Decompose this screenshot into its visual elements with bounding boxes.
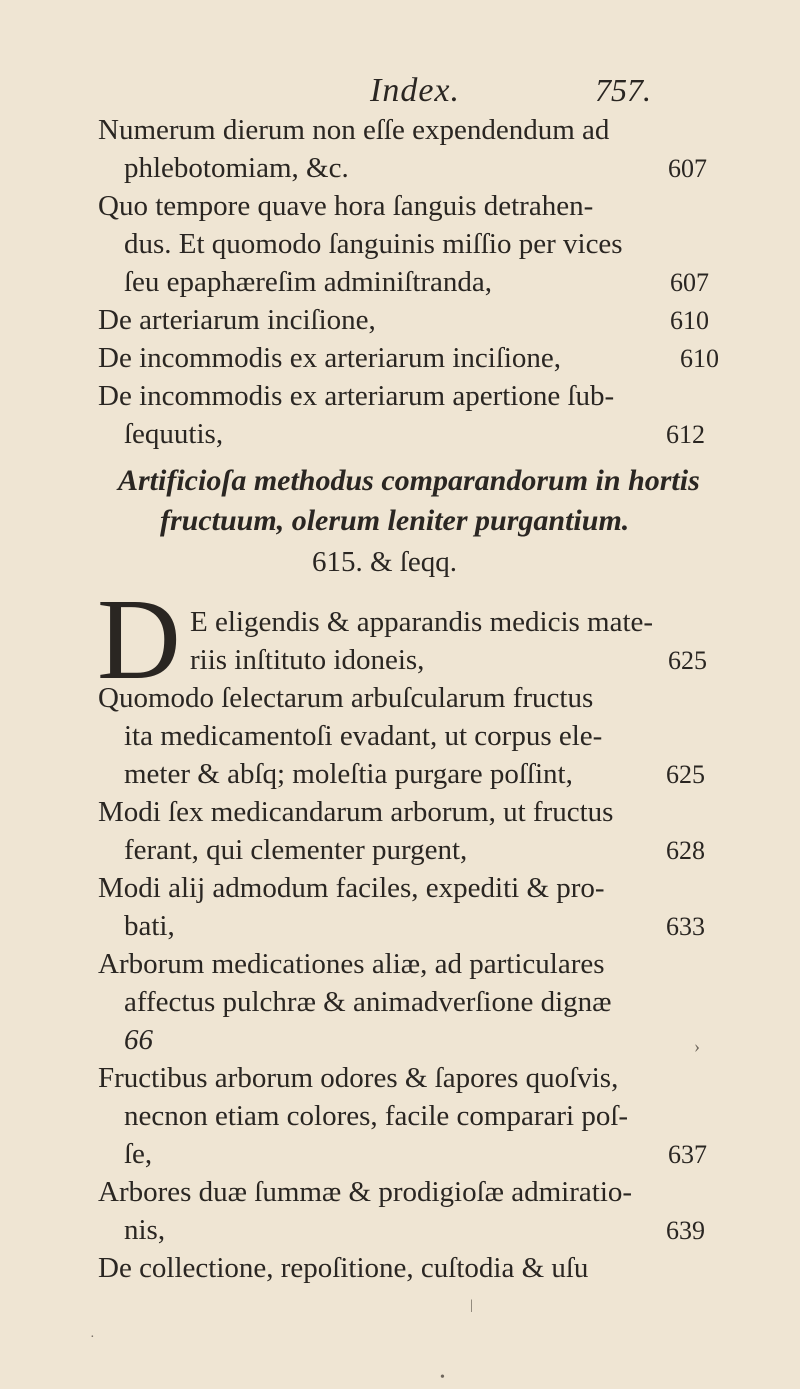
entry-line: Arbores duæ ſummæ & prodigioſæ admiratio- <box>98 1176 633 1208</box>
running-header <box>0 72 800 112</box>
paper-speck: · <box>90 1330 95 1345</box>
paper-speck: | <box>470 1298 473 1313</box>
page-ref: 637 <box>668 1140 707 1169</box>
page-ref: 633 <box>666 912 705 941</box>
entry-line: De collectione, repoſitione, cuſtodia & uſu <box>98 1252 589 1284</box>
entry-line: De arteriarum inciſione, <box>98 304 376 336</box>
page-ref: 610 <box>680 344 719 373</box>
page-ref: 625 <box>666 760 705 789</box>
entry-line: Arborum medicationes aliæ, ad particulares <box>98 948 605 980</box>
header-page-number: 757. <box>595 72 651 108</box>
entry-line: ita medicamentoſi evadant, ut corpus ele- <box>124 720 603 752</box>
entry-line: Modi ſex medicandarum arborum, ut fructus <box>98 796 614 828</box>
paper-speck: › <box>694 1036 700 1056</box>
entry-line: Modi alij admodum faciles, expediti & pro- <box>98 872 605 904</box>
entry-line: 66 <box>124 1024 153 1056</box>
header-title: Index. <box>370 72 461 109</box>
entry-line: dus. Et quomodo ſanguinis miſſio per vices <box>124 228 623 260</box>
page-ref: 607 <box>668 154 707 183</box>
entry-line: ſequutis, <box>124 418 224 450</box>
entry-line: riis inſtituto idoneis, <box>190 644 425 676</box>
page-ref: 628 <box>666 836 705 865</box>
entry-line: bati, <box>124 910 175 942</box>
page-ref: 610 <box>670 306 709 335</box>
entry-line: meter & abſq; moleſtia purgare poſſint, <box>124 758 573 790</box>
entry-line: ſeu epaphæreſim adminiſtranda, <box>124 266 493 298</box>
entry-line: Quomodo ſelectarum arbuſcularum fructus <box>98 682 594 714</box>
entry-line: De incommodis ex arteriarum inciſione, <box>98 342 562 374</box>
heading-line-1: Artificioſa methodus comparandorum in hortis <box>118 464 700 497</box>
entry-line: ferant, qui clementer purgent, <box>124 834 468 866</box>
entry-line: Quo tempore quave hora ſanguis detrahen- <box>98 190 594 222</box>
paper-speck: • <box>440 1370 445 1385</box>
entry-line: E eligendis & apparandis medicis mate- <box>190 606 654 638</box>
entry-line: necnon etiam colores, facile comparari poſ- <box>124 1100 629 1132</box>
heading-line-2: fructuum, olerum leniter purgantium. <box>160 504 630 537</box>
entry-line: ſe, <box>124 1138 153 1170</box>
entry-line: De incommodis ex arteriarum apertione ſub- <box>98 380 615 412</box>
entry-line: affectus pulchræ & animadverſione dignæ <box>124 986 612 1018</box>
entry-line: Fructibus arborum odores & ſapores quoſvis, <box>98 1062 619 1094</box>
page-ref: 639 <box>666 1216 705 1245</box>
drop-cap: D <box>97 576 181 704</box>
page-ref: 612 <box>666 420 705 449</box>
page-ref: 625 <box>668 646 707 675</box>
entry-line: nis, <box>124 1214 166 1246</box>
entry-line: phlebotomiam, &c. <box>124 152 349 184</box>
entry-line: Numerum dierum non eſſe expendendum ad <box>98 114 610 146</box>
heading-line-3: 615. & ſeqq. <box>312 546 457 578</box>
page-ref: 607 <box>670 268 709 297</box>
